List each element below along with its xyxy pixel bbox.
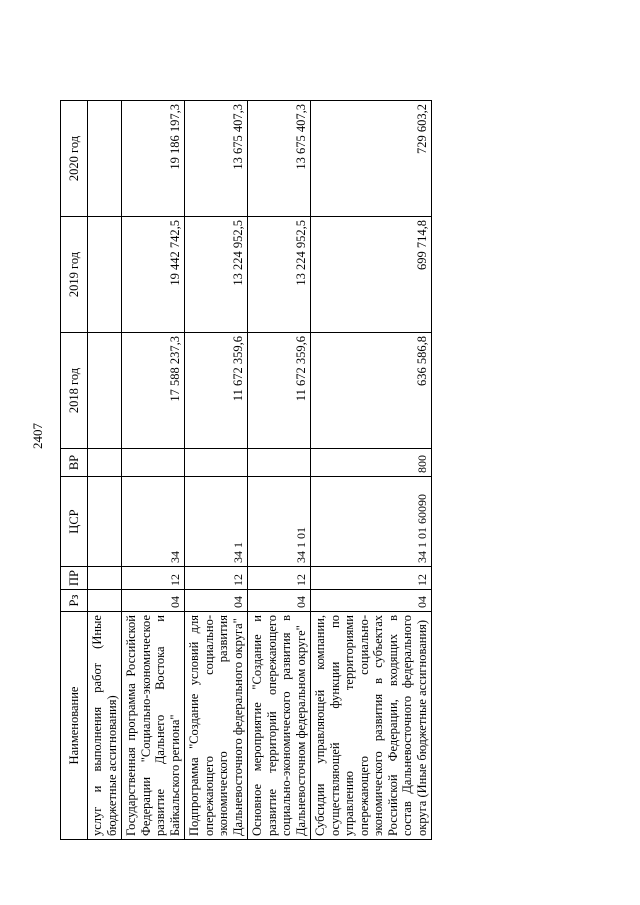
table-header-row [61, 101, 88, 840]
cell-2018: 17 588 237,3 [122, 333, 185, 449]
cell-name: Подпрограмма "Создание условий для опережающего социально-экономического развития Дальневосточного федерального округа" [185, 612, 248, 840]
cell-2019: 19 442 742,5 [122, 217, 185, 333]
cell-rz: 04 [248, 590, 311, 612]
cell-csr: 34 [122, 477, 185, 567]
table-row [185, 101, 248, 840]
header-vr: ВР [61, 449, 88, 477]
cell-pr: 12 [122, 567, 185, 590]
cell-2019: 13 224 952,5 [248, 217, 311, 333]
cell-name: Государственная программа Российской Федерации "Социально-экономическое развитие Дальнего Востока и Байкальского региона" [122, 612, 185, 840]
header-rz: Рз [61, 590, 88, 612]
cell-rz [88, 590, 122, 612]
cell-name: услуг и выполнения работ (Иные бюджетные ассигнования) [88, 612, 122, 840]
header-name: Наименование [61, 612, 88, 840]
header-2018: 2018 год [61, 333, 88, 449]
cell-rz: 04 [122, 590, 185, 612]
cell-csr [88, 477, 122, 567]
cell-2020: 13 675 407,3 [185, 101, 248, 217]
cell-pr: 12 [311, 567, 432, 590]
cell-name: Субсидии управляющей компании, осуществляющей функции по управлению территориями опережающего социально-экономического развития в субъектах Российской Федерации, входящих в состав Дальневосточного федерального округа (Иные бюджетные ассигнования) [311, 612, 432, 840]
header-2020: 2020 год [61, 101, 88, 217]
header-csr: ЦСР [61, 477, 88, 567]
cell-2020: 729 603,2 [311, 101, 432, 217]
table-row [88, 101, 122, 840]
cell-vr: 800 [311, 449, 432, 477]
table-row [311, 101, 432, 840]
cell-pr [88, 567, 122, 590]
header-2019: 2019 год [61, 217, 88, 333]
cell-2018: 11 672 359,6 [248, 333, 311, 449]
cell-2019: 13 224 952,5 [185, 217, 248, 333]
cell-pr: 12 [248, 567, 311, 590]
cell-csr: 34 1 01 60090 [311, 477, 432, 567]
cell-name: Основное мероприятие "Создание и развитие территорий опережающего социально-экономического развития в Дальневосточном федеральном округе" [248, 612, 311, 840]
cell-csr: 34 1 [185, 477, 248, 567]
cell-2020: 13 675 407,3 [248, 101, 311, 217]
cell-vr [88, 449, 122, 477]
rotated-table-wrapper [60, 60, 580, 840]
table-row [248, 101, 311, 840]
cell-2020: 19 186 197,3 [122, 101, 185, 217]
cell-2019: 699 714,8 [311, 217, 432, 333]
budget-table [60, 100, 432, 840]
header-pr: ПР [61, 567, 88, 590]
cell-2018: 11 672 359,6 [185, 333, 248, 449]
cell-2020 [88, 101, 122, 217]
cell-vr [185, 449, 248, 477]
cell-rz: 04 [311, 590, 432, 612]
cell-vr [122, 449, 185, 477]
cell-2019 [88, 217, 122, 333]
cell-rz: 04 [185, 590, 248, 612]
cell-pr: 12 [185, 567, 248, 590]
cell-2018: 636 586,8 [311, 333, 432, 449]
cell-csr: 34 1 01 [248, 477, 311, 567]
cell-vr [248, 449, 311, 477]
page-number: 2407 [30, 423, 45, 449]
table-row [122, 101, 185, 840]
cell-2018 [88, 333, 122, 449]
